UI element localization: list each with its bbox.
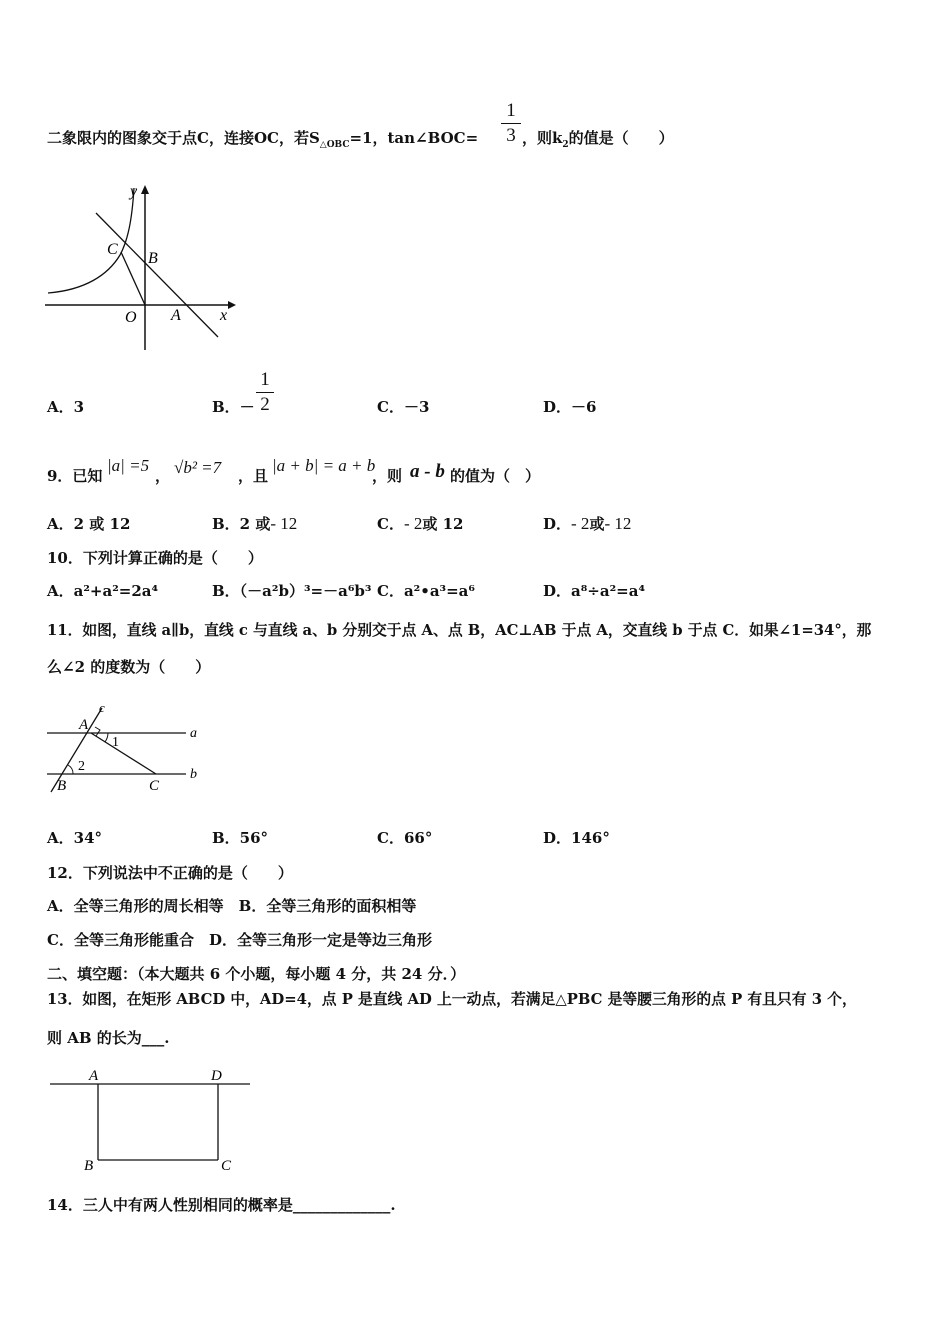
q11-option-c[interactable]: C．66° [377,829,433,847]
q11-stem-line2: 么∠2 的度数为（ ） [47,658,211,676]
q13-rectangle-figure [46,1065,256,1175]
q11-option-d[interactable]: D．146° [543,829,610,847]
q12-stem: 12．下列说法中不正确的是（ ） [47,864,293,882]
x-axis-arrow-icon [228,301,236,309]
q8-stem-c: ，则k [522,129,563,147]
q13-stem-line1: 13．如图，在矩形 ABCD 中，AD=4，点 P 是直线 AD 上一动点，若满足△PBC 是等腰三角形的点 P 有且只有 3 个， [47,991,857,1008]
q9-comma: ， [155,467,171,485]
q11-option-a[interactable]: A．34° [47,829,103,847]
q9-prefix: 9．已知 [47,467,103,485]
segment-ac [91,733,156,774]
angle1-arc [105,733,108,742]
q8-stem-sub2: 2 [562,140,569,150]
y-axis-arrow-icon [141,185,149,194]
q9-stem [47,465,102,486]
q8-stem-end [522,127,674,150]
q11-parallel-lines-figure [44,700,214,800]
label-c: C [107,241,118,258]
q8-stem-a: 二象限内的图象交于点C，连接OC，若S [47,129,320,147]
label-b: B [148,250,158,267]
q8-fraction [501,100,521,147]
q8-stem [47,127,478,150]
label-o: O [125,309,137,326]
q9-option-c-prefix: C． [377,515,404,533]
label-c: C [221,1158,232,1174]
label-x: x [220,307,228,324]
q8-option-b-prefix: B．－ [212,398,255,416]
q11-option-b[interactable]: B．56° [212,829,269,847]
q8-graph-figure [40,180,240,355]
fraction-bar [501,123,521,124]
label-point-b: B [57,778,67,794]
q11-stem-line1: 11．如图，直线 a∥b，直线 c 与直线 a、b 分别交于点 A、点 B，AC⊥AB 于点 A，交直线 b 于点 C．如果∠1=34°，那 [47,622,872,639]
q8-option-a[interactable]: A．3 [47,398,85,416]
q9-option-b-prefix: B．2 或 [212,515,271,533]
q10-option-d[interactable]: D．a⁸÷a²=a⁴ [543,582,646,600]
q9-option-a[interactable]: A．2 或 12 [47,515,131,533]
label-line-a: a [190,726,197,741]
q8-option-b[interactable] [212,396,255,417]
q9-and: ，且 [238,467,269,485]
q8-stem-b: =1，tan∠BOC= [349,129,479,147]
label-angle-1: 1 [112,735,119,750]
label-angle-2: 2 [78,759,85,774]
q12-options-row1[interactable]: A．全等三角形的周长相等 B．全等三角形的面积相等 [47,897,417,915]
q9-cond: |a + b| = a + b [272,456,376,475]
q9-option-b-val: - 12 [270,514,298,533]
line-ab [96,213,218,337]
q9-option-d-val2: - 12 [604,514,632,533]
label-line-b: b [190,767,197,782]
label-point-c: C [149,778,160,794]
q9-option-c-val: - 2 [403,514,423,533]
label-a: A [89,1068,99,1084]
label-y: y [130,183,138,200]
q8-stem-d: 的值是（ ） [568,129,674,147]
q8-option-b-den: 2 [260,394,270,415]
q8-stem-sub: △OBC [319,140,350,150]
label-a: A [171,307,181,324]
label-line-c: c [99,700,105,715]
label-b: B [84,1158,94,1174]
hyperbola-curve [48,188,134,293]
q9-option-d[interactable] [543,513,631,534]
q10-option-a[interactable]: A．a²+a²=2a⁴ [47,582,159,600]
q9-expr: a - b [410,461,445,482]
q12-options-row2[interactable]: C．全等三角形能重合 D．全等三角形一定是等边三角形 [47,931,432,949]
q8-frac-num: 1 [506,100,516,121]
q10-option-b[interactable]: B．（－a²b）³=－a⁶b³ [212,582,372,600]
q8-option-d[interactable]: D．－6 [543,398,597,416]
q9-abs-a: |a| =5 [107,456,150,475]
q9-then: ，则 [372,467,403,485]
q9-option-d-val1: - 2 [571,514,590,533]
q9-sqrt-b: √b² =7 [174,458,222,477]
label-d: D [211,1068,222,1084]
q8-frac-den: 3 [506,125,516,146]
label-point-a: A [79,717,89,733]
q8-option-b-num: 1 [260,369,270,390]
q9-tail: 的值为（ ） [450,467,541,485]
q10-stem: 10．下列计算正确的是（ ） [47,549,263,567]
section-2-heading: 二、填空题：（本大题共 6 个小题，每小题 4 分，共 24 分．） [47,965,466,983]
q8-option-c[interactable]: C．－3 [377,398,430,416]
q9-option-b[interactable] [212,513,297,534]
q9-option-d-prefix: D． [543,515,572,533]
q9-option-c-suffix: 或 12 [422,515,464,533]
q13-stem-line2: 则 AB 的长为___. [47,1029,170,1047]
right-angle-mark [95,727,100,736]
q14-stem: 14．三人中有两人性别相同的概率是_____________. [47,1196,396,1214]
q9-option-d-mid: 或 [589,515,605,533]
q9-option-c[interactable] [377,513,463,534]
q8-option-b-fraction [256,369,274,416]
fraction-bar [256,392,274,393]
q10-option-c[interactable]: C．a²•a³=a⁶ [377,582,475,600]
angle2-arc [68,765,73,774]
